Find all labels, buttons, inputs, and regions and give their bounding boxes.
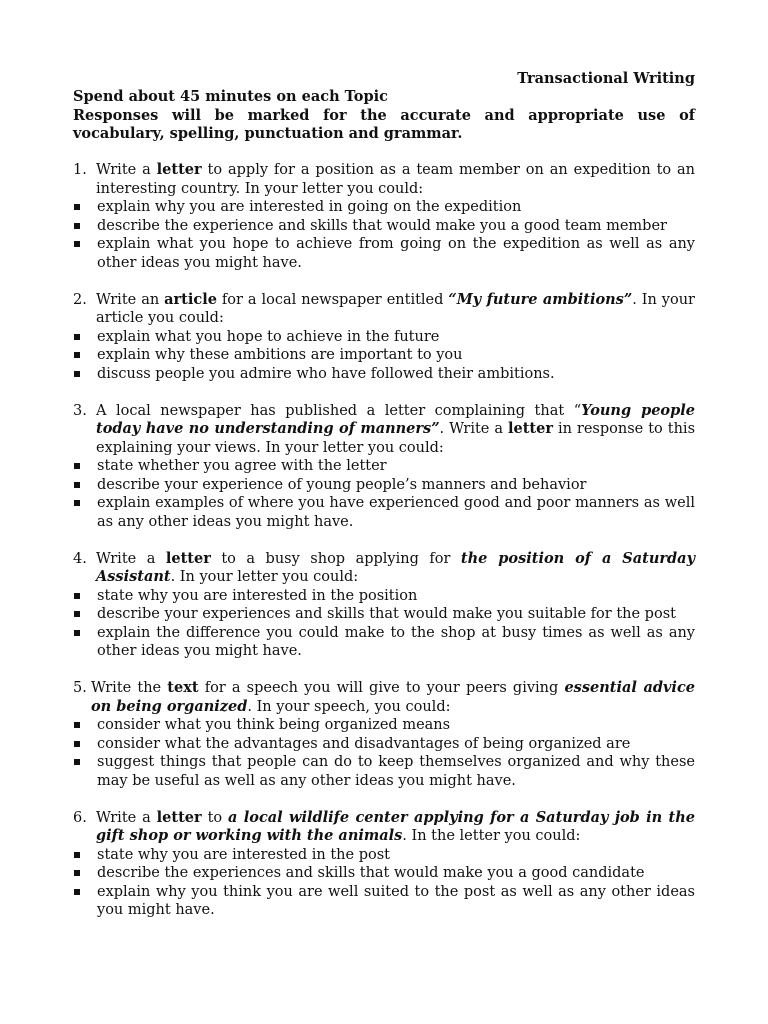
topic-bullets	[73, 587, 695, 661]
bullet-square-icon	[73, 846, 97, 865]
bullet-square-icon	[73, 365, 97, 384]
list-item: describe your experiences and skills that would make you suitable for the post	[73, 605, 695, 624]
list-item: consider what you think being organized means	[73, 716, 695, 735]
topic-number: 1.	[73, 162, 87, 178]
topic-bullets	[73, 328, 695, 384]
topic-list	[73, 161, 695, 938]
bullet-square-icon	[73, 217, 97, 236]
time-instruction: Spend about 45 minutes on each Topic	[73, 88, 388, 105]
topic-number: 5.	[73, 680, 87, 696]
list-item: suggest things that people can do to keep themselves organized and why these may be useful as well as any other ideas you might have.	[73, 753, 695, 790]
bullet-square-icon	[73, 198, 97, 217]
topic-prompt: A local newspaper has published a letter complaining that “Young people today have no understanding of manners”. Write a letter in response to this explaining your views. In your letter you could:	[96, 401, 696, 456]
instructions	[73, 88, 695, 144]
list-item: explain the difference you could make to the shop at busy times as well as any other ideas you might have.	[73, 624, 695, 661]
topic-number: 2.	[73, 291, 87, 308]
bullet-square-icon	[73, 494, 97, 531]
topic-1	[73, 161, 695, 272]
list-item: state whether you agree with the letter	[73, 457, 695, 476]
list-item: describe your experience of young people’s manners and behavior	[73, 476, 695, 495]
document-title: Transactional Writing	[517, 70, 695, 87]
marking-instruction: Responses will be marked for the accurate and appropriate use of vocabulary, spelling, punctuation and grammar.	[73, 106, 695, 142]
list-item: consider what the advantages and disadvantages of being organized are	[73, 735, 695, 754]
topic-number: 6.	[73, 809, 87, 826]
topic-2	[73, 291, 695, 384]
list-item: describe the experiences and skills that would make you a good candidate	[73, 864, 695, 883]
bullet-square-icon	[73, 476, 97, 495]
bullet-square-icon	[73, 716, 97, 735]
list-item: explain why these ambitions are important to you	[73, 346, 695, 365]
list-item: explain what you hope to achieve from going on the expedition as well as any other ideas you might have.	[73, 235, 695, 272]
topic-prompt: Write a letter to apply for a position as a team member on an expedition to an interesting country. In your letter you could:	[96, 161, 696, 197]
topic-prompt: Write an article for a local newspaper entitled “My future ambitions”. In your article you could:	[96, 290, 695, 326]
bullet-square-icon	[73, 605, 97, 624]
topic-bullets	[73, 846, 695, 920]
list-item: explain what you hope to achieve in the future	[73, 328, 695, 347]
bullet-square-icon	[73, 346, 97, 365]
topic-bullets	[73, 198, 695, 272]
bullet-square-icon	[73, 328, 97, 347]
topic-bullets	[73, 457, 695, 531]
list-item: discuss people you admire who have followed their ambitions.	[73, 365, 695, 384]
bullet-square-icon	[73, 883, 97, 920]
bullet-square-icon	[73, 753, 97, 790]
bullet-square-icon	[73, 235, 97, 272]
topic-6	[73, 809, 695, 920]
bullet-square-icon	[73, 735, 97, 754]
list-item: state why you are interested in the position	[73, 587, 695, 606]
bullet-square-icon	[73, 457, 97, 476]
topic-prompt: Write the text for a speech you will give to your peers giving essential advice on being organized. In your speech, you could:	[91, 679, 695, 715]
bullet-square-icon	[73, 587, 97, 606]
topic-bullets	[73, 716, 695, 790]
topic-3	[73, 402, 695, 532]
topic-number: 4.	[73, 550, 87, 567]
list-item: explain examples of where you have experienced good and poor manners as well as any other ideas you might have.	[73, 494, 695, 531]
topic-5	[73, 679, 695, 790]
list-item: describe the experience and skills that would make you a good team member	[73, 217, 695, 236]
topic-prompt: Write a letter to a local wildlife center applying for a Saturday job in the gift shop or working with the animals. In the letter you could:	[96, 808, 695, 844]
bullet-square-icon	[73, 864, 97, 883]
list-item: state why you are interested in the post	[73, 846, 695, 865]
topic-prompt: Write a letter to a busy shop applying for the position of a Saturday Assistant. In your letter you could:	[96, 549, 695, 585]
bullet-square-icon	[73, 624, 97, 661]
topic-4	[73, 550, 695, 661]
topic-number: 3.	[73, 402, 87, 419]
list-item: explain why you think you are well suited to the post as well as any other ideas you might have.	[73, 883, 695, 920]
list-item: explain why you are interested in going on the expedition	[73, 198, 695, 217]
